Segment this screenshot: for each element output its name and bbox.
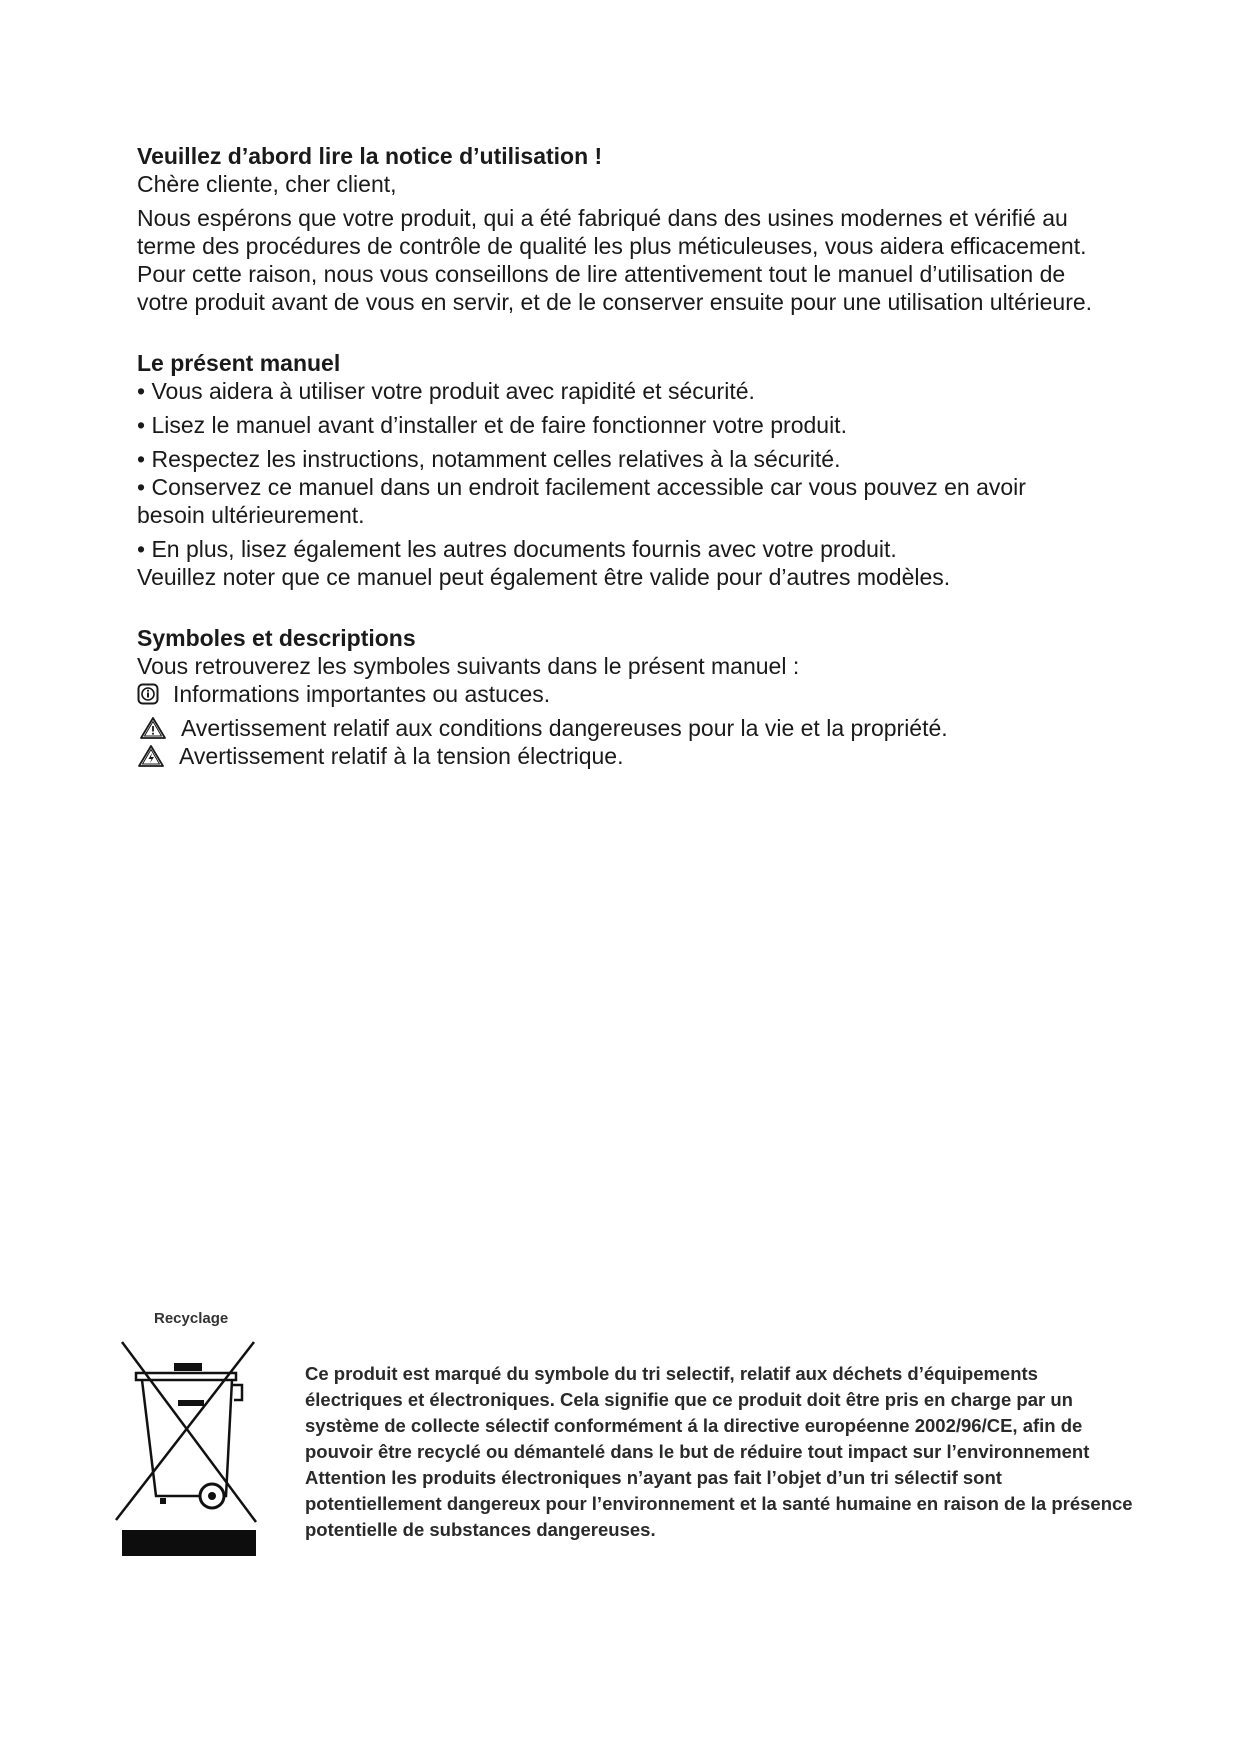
intro-paragraph: Nous espérons que votre produit, qui a été fabriqué dans des usines modernes et vérifié au terme des procédures de contrôle de qualité les plus méticuleuses, vous aidera efficacement. [137, 205, 1087, 259]
recycling-text: Ce produit est marqué du symbole du tri selectif, relatif aux déchets d’équipements électriques et électroniques. Cela signifie que ce produit doit être pris en charge par un système de collecte sélectif conformément á la directive européenne 2002/96/CE, afin de pouvoir être recyclé ou démantelé dans le but de réduire tout impact sur l’environnement Attention les produits électroniques n’ayant pas fait l’objet d’un tri sélectif sont potentiellement dangereux pour l’environnement et la santé humaine en raison de la présence potentielle de substances dangereuses. [305, 1363, 1133, 1540]
info-icon [137, 683, 159, 705]
list-item: • Vous aidera à utiliser votre produit avec rapidité et sécurité. [137, 377, 1097, 405]
symbol-row [137, 742, 1097, 770]
list-item: • Lisez le manuel avant d’installer et de faire fonctionner votre produit. [137, 411, 1097, 439]
symbol-description: Informations importantes ou astuces. [173, 681, 551, 707]
electric-warning-icon [137, 744, 165, 768]
symbol-row [137, 714, 1097, 742]
symbols-title: Symboles et descriptions [137, 625, 416, 651]
symbol-row [137, 680, 1097, 708]
recycling-label: Recyclage [154, 1310, 229, 1327]
warning-icon [139, 716, 167, 740]
crossed-bin-icon [112, 1332, 264, 1558]
intro-title: Veuillez d’abord lire la notice d’utilisation ! [137, 143, 603, 169]
manual-note: Veuillez noter que ce manuel peut également être valide pour d’autres modèles. [137, 564, 951, 590]
greeting: Chère cliente, cher client, [137, 171, 397, 197]
symbol-description: Avertissement relatif à la tension électrique. [179, 743, 624, 769]
symbol-description: Avertissement relatif aux conditions dangereuses pour la vie et la propriété. [181, 715, 948, 741]
list-item: • En plus, lisez également les autres documents fournis avec votre produit. [137, 535, 1097, 563]
list-item: • Respectez les instructions, notamment celles relatives à la sécurité. [137, 445, 1097, 473]
list-item: • Conservez ce manuel dans un endroit facilement accessible car vous pouvez en avoir besoin ultérieurement. [137, 473, 1097, 529]
intro-paragraph: Pour cette raison, nous vous conseillons de lire attentivement tout le manuel d’utilisation de votre produit avant de vous en servir, et de le conserver ensuite pour une utilisation ultérieure. [137, 261, 1093, 315]
manual-page [137, 142, 1097, 770]
manual-title: Le présent manuel [137, 350, 341, 376]
symbols-intro: Vous retrouverez les symboles suivants dans le présent manuel : [137, 653, 800, 679]
